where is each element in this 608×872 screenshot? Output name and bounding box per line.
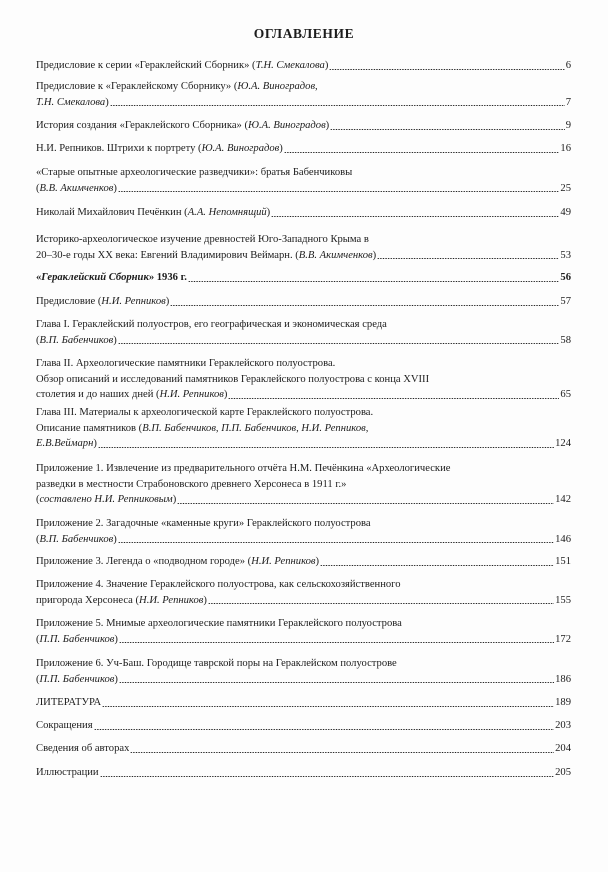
- dot-leader: [118, 343, 560, 344]
- toc-entry-title: [36, 205, 270, 221]
- toc-entry[interactable]: [36, 118, 571, 134]
- toc-entry-title: [36, 593, 207, 609]
- toc-entry-line: [36, 672, 571, 688]
- page-number: 203: [555, 720, 571, 731]
- title-text: ): [223, 389, 228, 400]
- page-number: 189: [555, 697, 571, 708]
- dot-leader: [100, 776, 555, 777]
- page-number: 146: [555, 533, 571, 545]
- toc-entry[interactable]: [36, 79, 571, 110]
- toc-entry-title: [36, 181, 117, 197]
- title-text: Глава I. Гераклейский полуостров, его географическая и экономическая среда: [36, 319, 387, 330]
- toc-entry-line: [36, 554, 571, 570]
- toc-entry-line: [36, 294, 571, 310]
- toc-entry-line: [36, 248, 571, 264]
- author-name: Ю.А. Виноградов,: [237, 81, 318, 92]
- dot-leader: [188, 281, 560, 282]
- title-text: (: [36, 633, 40, 645]
- author-name: В.П. Бабенчиков: [39, 334, 114, 346]
- title-text: Описание памятников (: [36, 422, 143, 434]
- title-text: ): [113, 182, 117, 194]
- title-text: (: [36, 182, 40, 194]
- toc-entry[interactable]: [36, 695, 571, 711]
- title-text: ): [325, 120, 330, 131]
- toc-entry-line: [36, 516, 571, 532]
- toc-entry-title: [36, 248, 376, 264]
- toc-entry-line: [36, 317, 571, 333]
- toc-entry-line: [36, 372, 571, 388]
- dot-leader: [102, 706, 554, 707]
- dot-leader: [330, 129, 565, 130]
- title-text: (: [36, 533, 40, 545]
- author-name: В.В. Акимченков: [298, 249, 373, 261]
- title-text: Приложение 6. Уч-Баш. Городище таврской поры на Гераклейском полуострове: [36, 658, 397, 669]
- dot-leader: [177, 503, 554, 504]
- toc-entry-title: [36, 436, 97, 452]
- toc-entry-line: [36, 356, 571, 372]
- toc-entry-line: [36, 165, 571, 181]
- author-name: составлено Н.И. Репниковым: [39, 494, 173, 505]
- toc-entry[interactable]: [36, 616, 571, 647]
- author-name: В.П. Бабенчиков: [39, 533, 114, 545]
- dot-leader: [130, 752, 554, 753]
- title-text: Николай Михайлович Печёнкин (: [36, 207, 188, 218]
- toc-entry[interactable]: [36, 270, 571, 286]
- title-text: ): [114, 673, 118, 685]
- toc-entry-title: [36, 95, 109, 111]
- toc-entry-line: [36, 616, 571, 632]
- title-text: Приложение 2. Загадочные «каменные круги» Гераклейского полуострова: [36, 518, 371, 529]
- dot-leader: [208, 603, 554, 604]
- toc-entry-line: [36, 181, 571, 197]
- title-text: (: [36, 334, 40, 346]
- title-text: ): [372, 249, 377, 261]
- title-text: ЛИТЕРАТУРА: [36, 697, 102, 708]
- toc-entry-line: [36, 205, 571, 221]
- author-name: В.В. Акимченков: [39, 182, 114, 194]
- author-name: Гераклейский Сборник: [41, 272, 149, 283]
- title-text: ): [266, 207, 271, 218]
- toc-entry-title: [36, 672, 118, 688]
- toc-entry-line: [36, 118, 571, 134]
- title-text: Сокращения: [36, 720, 93, 731]
- title-text: Предисловие к «Гераклейскому Сборнику» (: [36, 81, 238, 92]
- toc-entry-title: [36, 294, 169, 310]
- dot-leader: [119, 682, 554, 683]
- title-text: ): [165, 296, 170, 307]
- title-text: Н.И. Репников. Штрихи к портрету (: [36, 143, 202, 154]
- dot-leader: [94, 729, 555, 730]
- title-text: разведки в местности Страбоновского древнего Херсонеса в 1911 г.»: [36, 478, 347, 490]
- title-text: ): [315, 556, 320, 567]
- title-text: История создания «Гераклейского Сборника» (: [36, 120, 249, 131]
- toc-entry[interactable]: [36, 516, 571, 547]
- title-text: » 1936 г.: [148, 272, 187, 283]
- title-text: Предисловие к серии «Гераклейский Сборник» (: [36, 60, 256, 71]
- title-text: 20–30-е годы XX века: Евгений Владимирович Веймарн. (: [36, 249, 299, 261]
- toc-entry[interactable]: [36, 356, 571, 403]
- toc-entry[interactable]: [36, 656, 571, 687]
- author-name: Ю.А. Виноградов: [248, 120, 326, 131]
- page-number: 204: [555, 743, 571, 754]
- dot-leader: [320, 565, 554, 566]
- toc-entry[interactable]: [36, 718, 571, 734]
- toc-entry-title: [36, 492, 176, 508]
- toc-entry-title: [36, 718, 93, 734]
- toc-entry-title: [36, 695, 101, 711]
- toc-entry[interactable]: [36, 577, 571, 608]
- toc-entry-line: [36, 741, 571, 757]
- toc-entry-line: [36, 405, 571, 421]
- toc-entry-line: [36, 532, 571, 548]
- toc-entry[interactable]: [36, 554, 571, 570]
- author-name: Т.Н. Смекалова: [255, 60, 325, 71]
- page-number: 9: [565, 120, 571, 131]
- dot-leader: [170, 305, 559, 306]
- toc-entry-title: [36, 741, 129, 757]
- dot-leader: [110, 105, 565, 106]
- author-name: Н.И. Репников: [101, 296, 166, 307]
- toc-entry-title: [36, 270, 187, 286]
- author-name: Н.И. Репников: [159, 389, 224, 400]
- title-text: Приложение 5. Мнимые археологические памятники Гераклейского полуострова: [36, 618, 402, 629]
- toc-entry-line: [36, 95, 571, 111]
- toc-entry-line: [36, 461, 571, 477]
- toc-entry[interactable]: [36, 58, 571, 74]
- toc-entry-line: [36, 656, 571, 672]
- title-text: Приложение 1. Извлечение из предварительного отчёта Н.М. Печёнкина «Археологические: [36, 463, 451, 474]
- title-text: ): [203, 594, 207, 606]
- author-name: Н.И. Репников: [139, 594, 204, 606]
- toc-entry-line: [36, 718, 571, 734]
- title-text: «Старые опытные археологические разведчики»: братья Бабенчиковы: [36, 167, 353, 178]
- title-text: Глава II. Археологические памятники Гераклейского полуострова.: [36, 358, 336, 369]
- toc-entry[interactable]: [36, 405, 571, 452]
- title-text: ): [113, 334, 117, 346]
- dot-leader: [377, 258, 559, 259]
- toc-entry-title: [36, 387, 227, 403]
- page-number: 186: [555, 673, 571, 685]
- toc-entry-title: [36, 532, 117, 548]
- toc-entry-line: [36, 270, 571, 286]
- title-text: ): [172, 494, 177, 505]
- author-name: В.П. Бабенчиков, П.П. Бабенчиков, Н.И. Репников,: [142, 422, 369, 434]
- toc-entry-title: [36, 333, 117, 349]
- dot-leader: [228, 398, 559, 399]
- title-text: ): [114, 633, 118, 645]
- page-number: 6: [565, 60, 571, 71]
- title-text: Обзор описаний и исследований памятников Гераклейского полуострова с конца XVIII: [36, 373, 430, 385]
- page-number: 65: [560, 389, 571, 400]
- toc-entry-line: [36, 577, 571, 593]
- toc-entry-line: [36, 492, 571, 508]
- toc-entry-line: [36, 436, 571, 452]
- title-text: ): [279, 143, 283, 154]
- toc-entry-line: [36, 141, 571, 157]
- toc-entry-title: [36, 118, 329, 134]
- toc-entry[interactable]: [36, 232, 571, 263]
- toc-entry-line: [36, 477, 571, 493]
- page-number: 49: [560, 207, 571, 218]
- title-text: Предисловие (: [36, 296, 102, 307]
- toc-entry[interactable]: [36, 294, 571, 310]
- page-number: 124: [555, 438, 571, 449]
- title-text: ): [105, 96, 109, 108]
- dot-leader: [284, 152, 560, 153]
- toc-entry[interactable]: [36, 205, 571, 221]
- toc-entry-title: [36, 554, 319, 570]
- toc-entry[interactable]: [36, 461, 571, 508]
- author-name: Ю.А. Виноградов: [201, 143, 280, 154]
- author-name: П.П. Бабенчиков: [39, 673, 115, 685]
- page-number: 151: [555, 556, 571, 567]
- toc-entry-line: [36, 632, 571, 648]
- page-number: 56: [560, 272, 571, 283]
- toc-entry-line: [36, 79, 571, 95]
- dot-leader: [119, 642, 554, 643]
- toc-entry-line: [36, 387, 571, 403]
- toc-entry-line: [36, 765, 571, 781]
- title-text: столетия и до наших дней (: [36, 389, 160, 400]
- page-number: 16: [560, 143, 571, 154]
- toc-entry-line: [36, 232, 571, 248]
- title-text: Сведения об авторах: [36, 743, 130, 754]
- author-name: П.П. Бабенчиков: [39, 633, 115, 645]
- author-name: Н.И. Репников: [251, 556, 316, 567]
- author-name: А.А. Непомнящий: [187, 207, 267, 218]
- title-text: Приложение 3. Легенда о «подводном городе» (: [36, 556, 252, 567]
- title-text: Приложение 4. Значение Гераклейского полуострова, как сельскохозяйственного: [36, 579, 401, 590]
- page-number: 205: [555, 767, 571, 778]
- toc-entry[interactable]: [36, 765, 571, 781]
- title-text: ): [93, 438, 97, 449]
- title-text: (: [36, 673, 40, 685]
- title-text: «: [36, 272, 42, 283]
- toc-entry[interactable]: [36, 141, 571, 157]
- title-text: Глава III. Материалы к археологической карте Гераклейского полуострова.: [36, 407, 374, 418]
- toc-entry[interactable]: [36, 741, 571, 757]
- title-text: Иллюстрации: [36, 767, 99, 778]
- title-text: ): [113, 533, 117, 545]
- toc-entry-title: [36, 58, 328, 74]
- page-number: 7: [565, 96, 571, 108]
- toc-entry-line: [36, 333, 571, 349]
- toc-entry-title: [36, 765, 99, 781]
- page-number: 172: [555, 633, 571, 645]
- toc-entry-line: [36, 421, 571, 437]
- toc-entry[interactable]: [36, 317, 571, 348]
- page-number: 53: [560, 249, 571, 261]
- dot-leader: [118, 191, 560, 192]
- toc-entry-line: [36, 593, 571, 609]
- dot-leader: [271, 216, 559, 217]
- toc-entry-title: [36, 632, 118, 648]
- page-number: 58: [560, 334, 571, 346]
- author-name: Е.В.Веймарн: [36, 438, 94, 449]
- toc-entry-line: [36, 695, 571, 711]
- toc-entry[interactable]: [36, 165, 571, 196]
- dot-leader: [329, 69, 564, 70]
- toc-entry-title: [36, 141, 283, 157]
- page-number: 57: [560, 296, 571, 307]
- dot-leader: [118, 542, 554, 543]
- title-text: Историко-археологическое изучение древностей Юго-Западного Крыма в: [36, 234, 369, 245]
- author-name: Т.Н. Смекалова: [36, 96, 106, 108]
- page-title: ОГЛАВЛЕНИЕ: [253, 26, 355, 41]
- page-number: 142: [555, 494, 571, 505]
- title-text: пригорода Херсонеса (: [36, 594, 140, 606]
- page-number: 155: [555, 594, 571, 606]
- title-text: ): [324, 60, 329, 71]
- title-text: (: [36, 494, 40, 505]
- dot-leader: [98, 447, 554, 448]
- page-number: 25: [560, 182, 571, 194]
- toc-entry-line: [36, 58, 571, 74]
